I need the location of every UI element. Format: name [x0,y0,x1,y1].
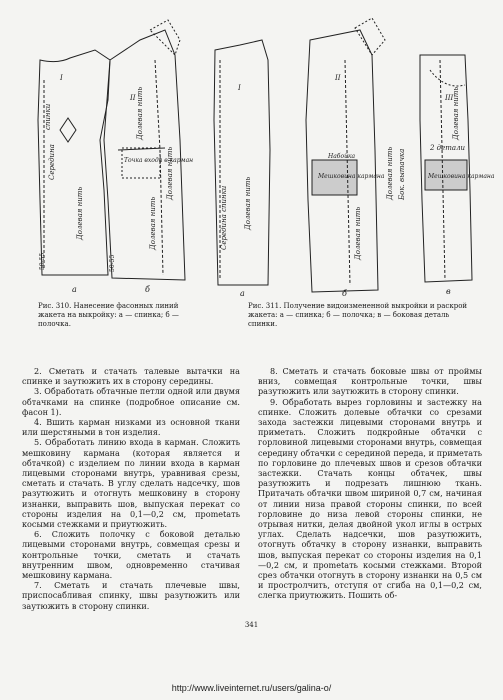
fig311-label-detali: 2 детали [430,144,466,152]
fig311-label-roman2: II [335,74,341,82]
fig311-front-lapel [355,18,385,55]
pattern-figures [0,0,503,300]
fig311-label-meshkovina2: Мешковина кармана [428,173,495,180]
page-number: 341 [244,621,259,629]
fig311-label-meshkovina1: Мешковина кармана [318,173,385,180]
fig311-label-dolevaya1: Долевая нить [244,176,252,230]
fig311-label-dolevaya3: Долевая нить [386,146,394,200]
paragraph: 5. Обработать линию входа в карман. Сложить мешковину кармана (которая является и обтачкой) с изделием по линии входа в карман лицевыми сторонами внутрь, уравнивая срезы, сметать и стачать. В углу сделать надсечку, шов разутюжить и отогнуть мешковину в сторону изнанки, выправить шов, выпуская перекат со стороны изделия на 0,1—0,2 см, проmetать косыми стежками и приутюжить. [22,437,240,530]
fig310-caption: Рис. 310. Нанесение фасонных линий жакета на выкройку: а — спинка; б — полочка. [38,302,179,328]
fig311-label-seredina: Середина спинки [220,185,228,250]
paragraph: 3. Обработать обтачные петли одной или двумя обтачками на спинке (подробное описание см. фасон 1). [22,386,240,417]
fig310-label-num2: 50-55 [109,254,116,272]
fig310-sub-b: б [145,285,150,294]
text-column-right [258,366,482,601]
fig310-label-dolevaya2: Долевая нить [136,86,144,140]
paragraph: 8. Сметать и стачать боковые швы от проймы вниз, совмещая контрольные точки, швы разутюжить или заутюжить в сторону спинки. [258,366,482,397]
fig311-side-armhole [430,70,465,86]
fig311-sub-a: а [240,289,245,298]
fig311-label-dolevaya4: Долевая нить [452,86,460,140]
source-url[interactable]: http://www.liveinternet.ru/users/galina-o/ [171,683,332,693]
paragraph: 2. Сметать и стачать талевые вытачки на спинке и заутюжить их в сторону середины. [22,366,240,387]
fig310-label-roman1: I [60,74,63,82]
fig311-sub-b: б [342,289,347,298]
fig311-label-bok: Бок. вытачка [398,148,406,200]
fig310-back-dart [60,118,76,142]
fig310-label-dolevaya4: Долевая нить [166,146,174,200]
paragraph: 9. Обработать вырез горловины и застежку на спинке. Сложить долевые обтачки со срезами захода застежки лицевыми сторонами внутрь и приметать. Сложить подкройные обтачки с горловиной лицевыми сторонами внутрь, совмещая середину обтачки с серединой переда, и приметать по горловине до плечевых швов и срезов обтачки застежки. Стачать концы обтачек, швы разутюжить и подрезать лишнюю ткань. Притачать обтачки швом шириной 0,7 см, начиная от линии низа правой стороны спинки, по всей горловине до низа левой стороны спинки, не отрывая нитки, делая двойной укол иглы в острых углах. Сделать надсечки, шов разутюжить, отогнуть обтачку в сторону изнанки, выправить шов, выпуская перекат со стороны изделия на 0,1—0,2 см, и проmetать косыми стежками. Второй срез обтачки отогнуть в сторону изнанки на 0,5 см и простролчить, отступя от сгиба на 0,1—0,2 см, слегка приутюжить. Пошить об- [258,396,482,601]
fig310-label-num1: 50-55 [39,252,46,270]
fig310-label-dolevaya3: Долевая нить [149,196,157,250]
fig310-sub-a: а [72,285,77,294]
paragraph: 7. Сметать и стачать плечевые швы, приспосабливая спинку, швы разутюжить или заутюжить в сторону спинки. [22,580,240,611]
fig310-label-seredina: Середина [48,144,56,180]
fig311-label-dolevaya2: Долевая нить [354,206,362,260]
fig311-label-nabojka: Набойка [328,153,356,160]
fig311-label-roman3: III [445,94,454,102]
fig310-label-dolevaya1: Долевая нить [76,186,84,240]
text-column-left [22,366,240,611]
fig311-sub-v: в [446,287,451,296]
fig310-front-lapel [150,20,180,55]
fig311-caption: Рис. 311. Получение видоизмененной выкройки и раскрой жакета: а — спинка; б — полочка; в — боковая деталь спинки. [248,302,468,328]
fig310-label-tochka: Точка входа в карман [124,157,194,164]
fig310-label-spinka: спинки [44,103,52,130]
fig310-label-roman2: II [130,94,136,102]
paragraph: 6. Сложить полочку с боковой деталью лицевыми сторонами внутрь, совмещая срезы и контрольные точки, сметать и стачать внутренним швом, одновременно стачивая мешковину кармана. [22,529,240,581]
paragraph: 4. Вшить карман низками из основной ткани или шерстяными в тон изделия. [22,417,240,438]
fig311-label-roman1: I [238,84,241,92]
fig310-pocket-line [118,148,165,150]
